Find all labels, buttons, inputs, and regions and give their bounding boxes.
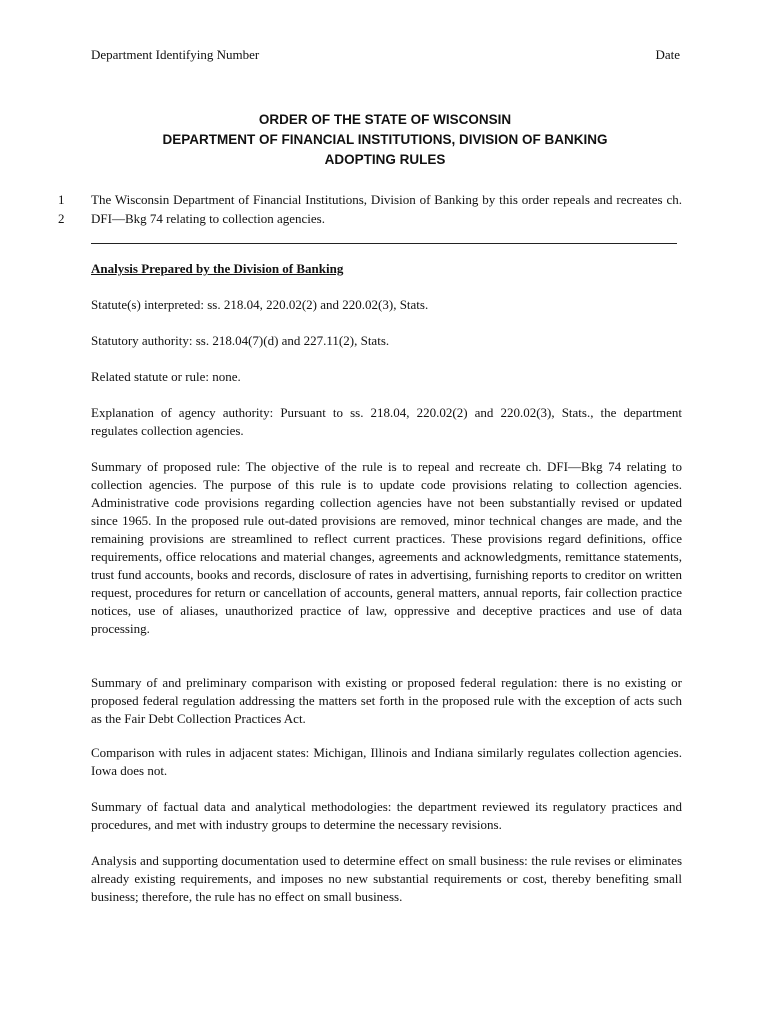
- statutory-authority-paragraph: Statutory authority: ss. 218.04(7)(d) and 227.11(2), Stats.: [91, 333, 390, 348]
- title-line-3: ADOPTING RULES: [324, 152, 446, 167]
- adjacent-states-paragraph: Comparison with rules in adjacent states: Michigan, Illinois and Indiana similarly regulates collection agencies. Iowa does not.: [91, 745, 682, 778]
- agency-authority-paragraph: Explanation of agency authority: Pursuant to ss. 218.04, 220.02(2) and 220.02(3), Stats., the department regulates collection agencies.: [91, 405, 682, 438]
- statutes-interpreted-paragraph: Statute(s) interpreted: ss. 218.04, 220.02(2) and 220.02(3), Stats.: [91, 297, 429, 312]
- order-title: [0, 110, 770, 170]
- factual-data-paragraph: Summary of factual data and analytical methodologies: the department reviewed its regulatory practices and procedures, and met with industry groups to determine the necessary revisions.: [91, 799, 682, 832]
- small-business-paragraph: Analysis and supporting documentation used to determine effect on small business: the rule revises or eliminates already existing requirements, and imposes no new substantial requirements or cost, thereby benefiting small business; therefore, the rule has no effect on small business.: [91, 853, 682, 904]
- federal-comparison-paragraph: Summary of and preliminary comparison with existing or proposed federal regulation: there is no existing or proposed federal regulation addressing the matters set forth in the proposed rule with the exception of acts such as the Fair Debt Collection Practices Act.: [91, 675, 682, 726]
- line-number: 2: [58, 211, 65, 226]
- date-label: Date: [655, 47, 680, 62]
- analysis-heading: Analysis Prepared by the Division of Banking: [91, 261, 344, 276]
- department-identifying-number-label: Department Identifying Number: [91, 47, 260, 62]
- title-line-2: DEPARTMENT OF FINANCIAL INSTITUTIONS, DIVISION OF BANKING: [162, 132, 608, 147]
- intro-paragraph: The Wisconsin Department of Financial Institutions, Division of Banking by this order repeals and recreates ch. DFI—Bkg 74 relating to collection agencies.: [91, 192, 682, 226]
- line-numbers: [58, 190, 65, 228]
- related-statute-paragraph: Related statute or rule: none.: [91, 369, 241, 384]
- proposed-rule-summary-paragraph: Summary of proposed rule: The objective of the rule is to repeal and recreate ch. DFI—Bkg 74 relating to collection agencies. The purpose of this rule is to update code provisions relating to collection agencies. Administrative code provisions regarding collection agencies have not been substantially revised or updated since 1965. In the proposed rule out-dated provisions are removed, minor technical changes are made, and the remaining provisions are streamlined to reflect current practices. These provisions regard definitions, office requirements, office relocations and material changes, agreements and acknowledgments, remittance statements, trust fund accounts, books and records, disclosure of rates in advertising, furnishing reports to creditor on written request, procedures for return or cancellation of accounts, general matters, annual reports, fair collection practice notices, use of aliases, unauthorized practice of law, oppressive and deceptive practices and use of data processing.: [91, 459, 682, 636]
- horizontal-divider: [91, 243, 677, 244]
- title-line-1: ORDER OF THE STATE OF WISCONSIN: [258, 112, 512, 127]
- line-number: 1: [58, 192, 65, 207]
